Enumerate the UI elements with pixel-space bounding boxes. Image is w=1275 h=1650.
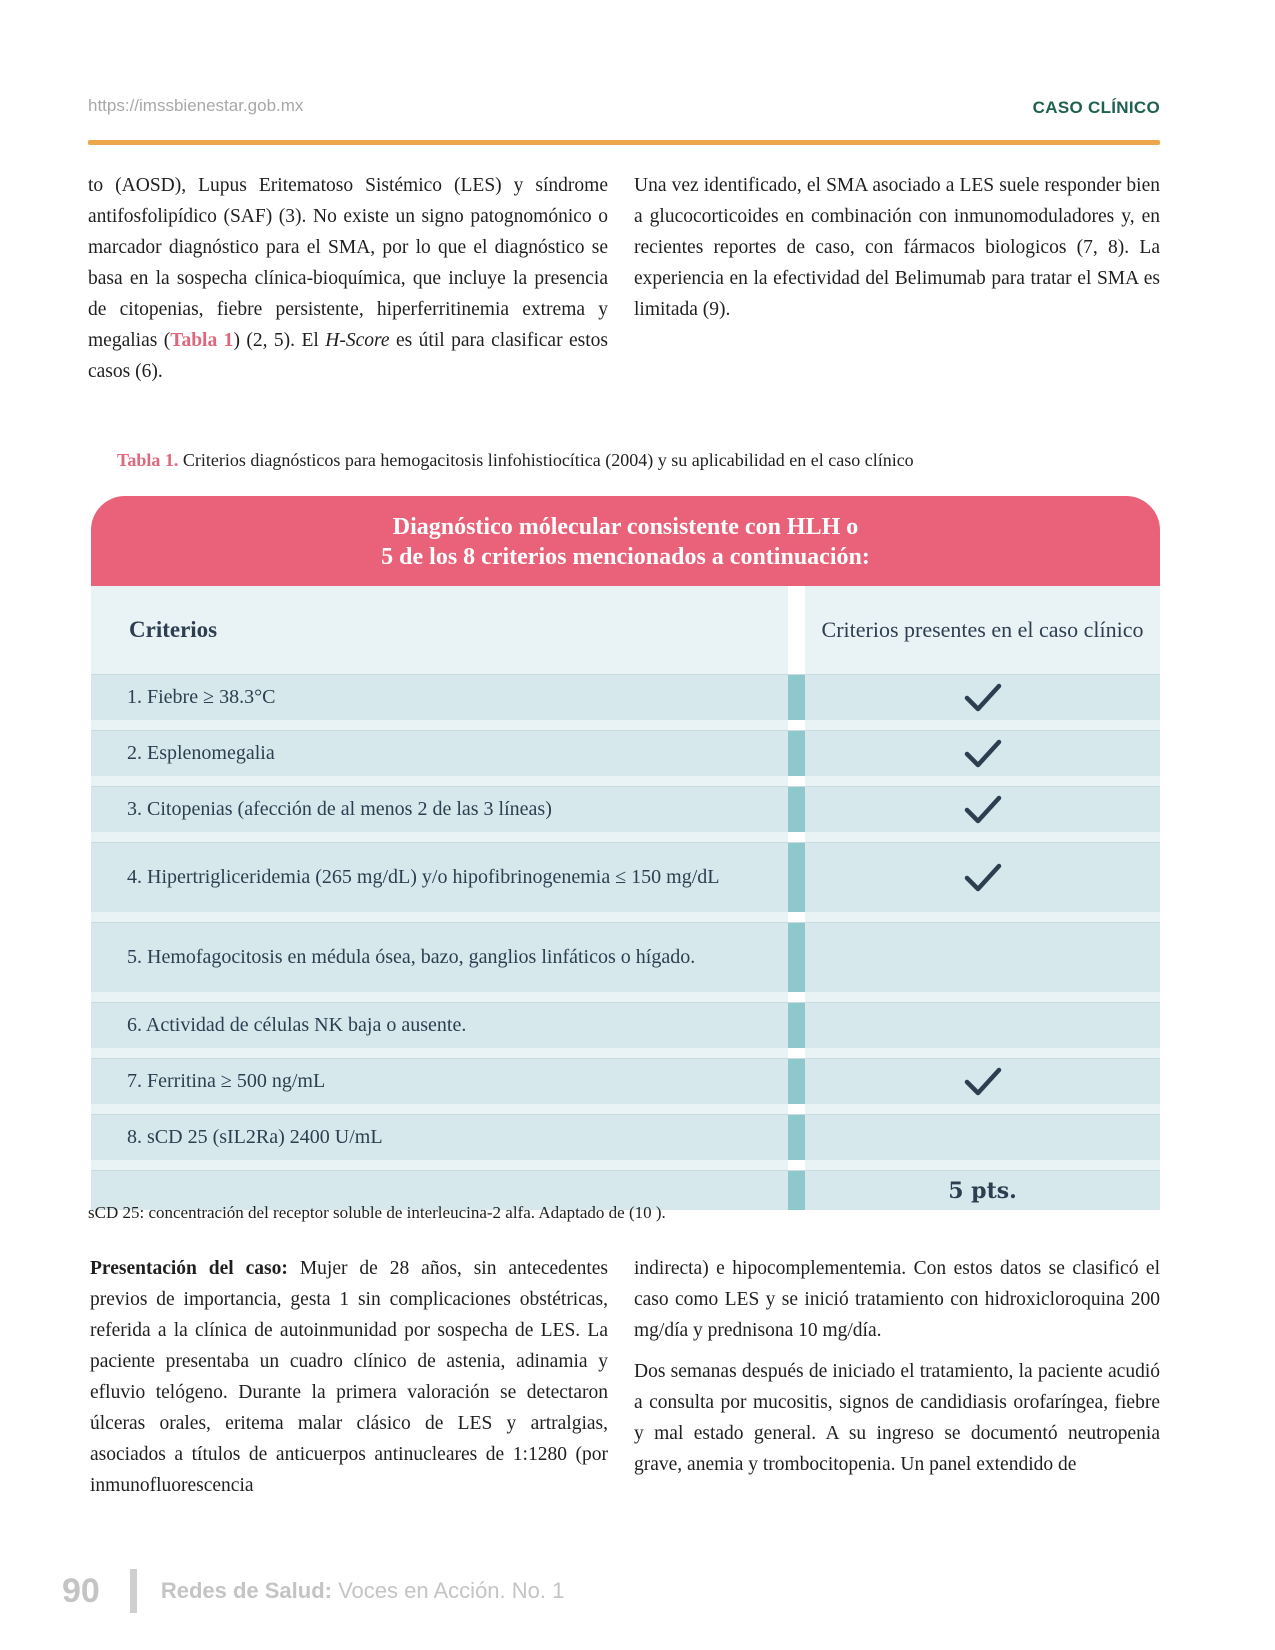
table-caption bbox=[117, 450, 914, 471]
criterion-cell: 6. Actividad de células NK baja o ausente. bbox=[127, 1014, 467, 1036]
column-separator bbox=[788, 586, 805, 674]
checkmark-icon bbox=[964, 683, 1002, 713]
criteria-table bbox=[91, 496, 1160, 1210]
table-row bbox=[91, 922, 1160, 992]
intro-right-column bbox=[634, 170, 1160, 335]
text: Mujer de 28 años, sin antecedentes previos de importancia, gesta 1 sin complicaciones obstétricas, referida a la clínica de autoinmunidad por sospecha de LES. La paciente presentaba un cuadro clínico de astenia, adinamia y efluvio telógeno. Durante la primera valoración se detectaron úlceras orales, eritema malar clásico de LES y artralgias, asociados a títulos de anticuerpos antinucleares de 1:1280 (por inmunofluorescencia bbox=[90, 1258, 608, 1496]
footer-divider bbox=[130, 1569, 137, 1613]
checkmark-icon bbox=[964, 863, 1002, 893]
total-score: 5 pts. bbox=[948, 1177, 1017, 1204]
row-gap bbox=[91, 776, 1160, 786]
section-label: CASO CLÍNICO bbox=[1032, 98, 1160, 117]
row-gap bbox=[91, 1160, 1160, 1170]
table-row bbox=[91, 674, 1160, 720]
table-footnote: sCD 25: concentración del receptor soluble de interleucina-2 alfa. Adaptado de (10 ). bbox=[88, 1203, 666, 1222]
criterion-cell: 8. sCD 25 (sIL2Ra) 2400 U/mL bbox=[127, 1126, 383, 1148]
column-separator bbox=[788, 1171, 805, 1210]
hscore-term: H-Score bbox=[325, 330, 390, 351]
present-cell bbox=[805, 675, 1160, 720]
column-header-present: Criterios presentes en el caso clínico bbox=[821, 617, 1144, 642]
case-left-column bbox=[90, 1253, 608, 1511]
column-separator bbox=[788, 1003, 805, 1048]
table-row bbox=[91, 786, 1160, 832]
page-header bbox=[88, 96, 1160, 126]
header-divider bbox=[88, 140, 1160, 145]
table-row bbox=[91, 1114, 1160, 1160]
present-cell bbox=[805, 1059, 1160, 1104]
case-heading: Presentación del caso: bbox=[90, 1258, 288, 1279]
table-title bbox=[91, 496, 1160, 586]
table-title-line: 5 de los 8 criterios mencionados a continuación: bbox=[381, 544, 870, 570]
column-separator bbox=[788, 923, 805, 992]
column-separator bbox=[788, 843, 805, 912]
column-separator bbox=[788, 787, 805, 832]
row-gap bbox=[91, 832, 1160, 842]
intro-paragraph-right: Una vez identificado, el SMA asociado a LES suele responder bien a glucocorticoides en combinación con inmunomoduladores y, en recientes reportes de caso, con fármacos biologicos (7, 8). La experiencia en la efectividad del Belimumab para tratar el SMA es limitada (9). bbox=[634, 175, 1160, 320]
table-body bbox=[91, 674, 1160, 1170]
table-caption-label: Tabla 1. bbox=[117, 450, 179, 470]
table-title-line: Diagnóstico mólecular consistente con HLH o bbox=[392, 514, 859, 540]
publication-name: Redes de Salud: bbox=[160, 1578, 332, 1603]
table-reference-link[interactable]: Tabla 1 bbox=[170, 330, 234, 351]
page-footer bbox=[62, 1566, 564, 1616]
row-gap bbox=[91, 992, 1160, 1002]
column-separator bbox=[788, 1059, 805, 1104]
column-separator bbox=[788, 1115, 805, 1160]
case-right-column bbox=[634, 1253, 1160, 1490]
criterion-cell: 4. Hipertrigliceridemia (265 mg/dL) y/o hipofibrinogenemia ≤ 150 mg/dL bbox=[127, 866, 720, 888]
criterion-cell: 3. Citopenias (afección de al menos 2 de las 3 líneas) bbox=[127, 798, 552, 820]
row-gap bbox=[91, 720, 1160, 730]
criterion-cell: 2. Esplenomegalia bbox=[127, 742, 275, 764]
table-row bbox=[91, 1002, 1160, 1048]
column-separator bbox=[788, 675, 805, 720]
checkmark-icon bbox=[964, 795, 1002, 825]
row-gap bbox=[91, 1048, 1160, 1058]
intro-left-column bbox=[88, 170, 608, 397]
table-row bbox=[91, 842, 1160, 912]
text: to (AOSD), Lupus Eritematoso Sistémico (LES) y síndrome antifosfolipídico (SAF) (3). No existe un signo patognomónico o marcador diagnóstico para el SMA, por lo que el diagnóstico se basa en la sospecha clínica-bioquímica, que incluye la presencia de citopenias, fiebre persistente, hiperferritinemia extrema y megalias ( bbox=[88, 175, 608, 351]
present-cell bbox=[805, 923, 1160, 992]
site-url[interactable]: https://imssbienestar.gob.mx bbox=[88, 96, 304, 115]
intro-paragraph bbox=[88, 170, 608, 387]
publication-title bbox=[161, 1578, 565, 1604]
case-paragraph-2: Dos semanas después de iniciado el tratamiento, la paciente acudió a consulta por mucositis, signos de candidiasis orofaríngea, fiebre y mal estado general. A su ingreso se documentó neutropenia grave, anemia y trombocitopenia. Un panel extendido de bbox=[634, 1361, 1160, 1475]
present-cell bbox=[805, 1115, 1160, 1160]
criterion-cell: 5. Hemofagocitosis en médula ósea, bazo, ganglios linfáticos o hígado. bbox=[127, 946, 696, 968]
column-header-criteria: Criterios bbox=[129, 617, 218, 642]
publication-issue: Voces en Acción. No. 1 bbox=[331, 1578, 565, 1603]
table-column-headers bbox=[91, 586, 1160, 674]
criterion-cell: 7. Ferritina ≥ 500 ng/mL bbox=[127, 1070, 326, 1092]
table-row bbox=[91, 1058, 1160, 1104]
present-cell bbox=[805, 731, 1160, 776]
present-cell bbox=[805, 843, 1160, 912]
text: es útil para clasificar estos casos (6). bbox=[88, 330, 609, 382]
table-caption-text: Criterios diagnósticos para hemogacitosis linfohistiocítica (2004) y su aplicabilidad en el caso clínico bbox=[178, 450, 914, 470]
checkmark-icon bbox=[964, 739, 1002, 769]
checkmark-icon bbox=[964, 1067, 1002, 1097]
table-row bbox=[91, 730, 1160, 776]
text: ) (2, 5). El bbox=[233, 330, 326, 351]
row-gap bbox=[91, 1104, 1160, 1114]
column-separator bbox=[788, 731, 805, 776]
present-cell bbox=[805, 787, 1160, 832]
row-gap bbox=[91, 912, 1160, 922]
page-number: 90 bbox=[62, 1571, 100, 1610]
criterion-cell: 1. Fiebre ≥ 38.3°C bbox=[127, 686, 276, 708]
present-cell bbox=[805, 1003, 1160, 1048]
case-paragraph bbox=[90, 1253, 608, 1501]
case-paragraph-continued: indirecta) e hipocomplementemia. Con estos datos se clasificó el caso como LES y se inició tratamiento con hidroxicloroquina 200 mg/día y prednisona 10 mg/día. bbox=[634, 1258, 1160, 1341]
